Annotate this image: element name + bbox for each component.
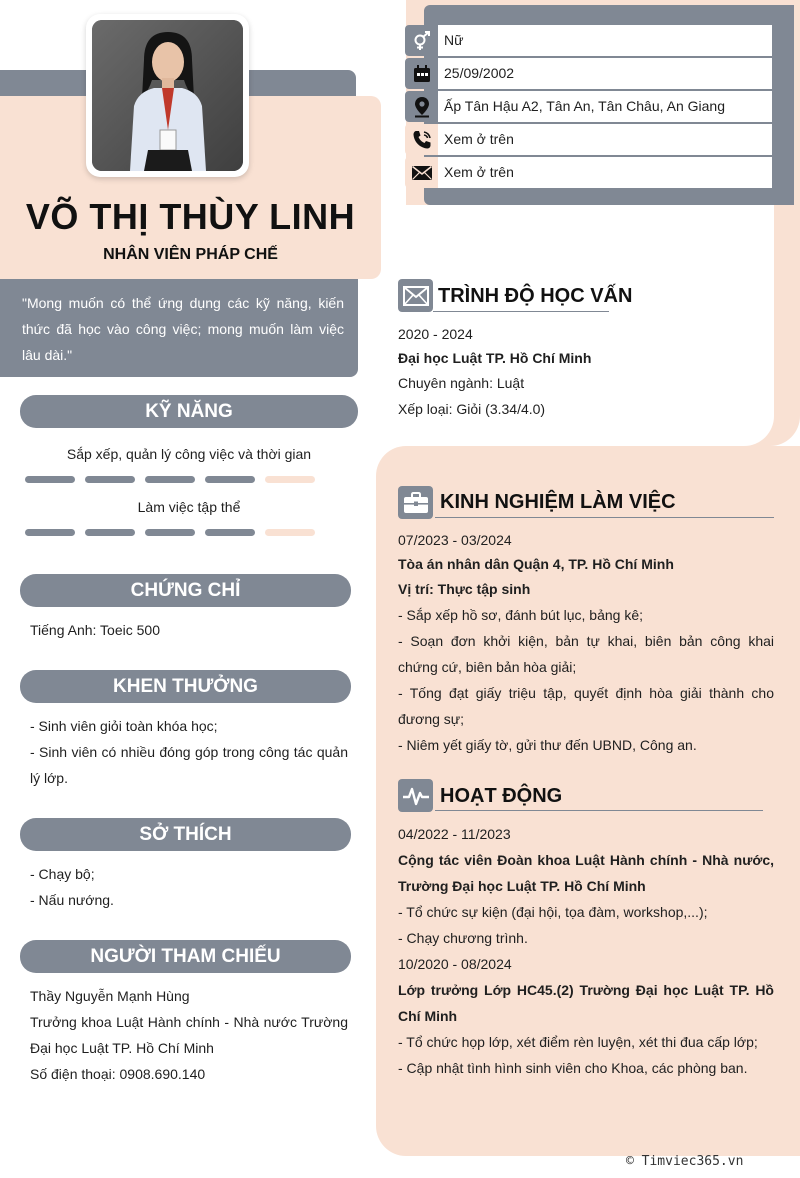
divider [433,311,609,312]
skill-dot [25,476,75,483]
contact-phone [405,124,772,155]
experience-task: - Tống đạt giấy triệu tập, quyết định hòa giải thành cho đương sự; [398,685,774,727]
gender-value: Nữ [438,25,772,56]
education-major: Chuyên ngành: Luật [398,375,525,391]
full-name: VÕ THỊ THÙY LINH [25,196,356,237]
avatar [92,20,243,171]
activity-item: - Chạy chương trình. [398,930,528,946]
mail-icon [405,157,438,188]
education-period: 2020 - 2024 [398,326,473,342]
phone-value: Xem ở trên [438,124,772,155]
activity-period: 10/2020 - 08/2024 [398,956,512,972]
contact-address [405,91,772,122]
references-heading: NGƯỜI THAM CHIẾU [20,940,351,973]
skill-name: Sắp xếp, quản lý công việc và thời gian [66,446,312,462]
job-title: NHÂN VIÊN PHÁP CHẾ [103,246,278,263]
skill-dot [25,529,75,536]
activity-item: - Cập nhật tình hình sinh viên cho Khoa, các phòng ban. [398,1060,748,1076]
experience-task: - Niêm yết giấy tờ, gửi thư đến UBND, Công an. [398,737,697,753]
gender-icon [405,25,438,56]
skill-dot [85,476,135,483]
activity-item: - Tổ chức sự kiện (đại hội, tọa đàm, workshop,...); [398,904,708,920]
phone-icon [405,124,438,155]
education-heading: TRÌNH ĐỘ HỌC VẤN [438,285,633,307]
hobby-item: - Nấu nướng. [30,892,114,908]
skill-dot-empty [265,476,315,483]
contact-email [405,157,772,188]
skill-dot [205,476,255,483]
mail-icon [398,279,433,312]
reference-phone: Số điện thoại: 0908.690.140 [30,1066,206,1082]
divider [435,517,774,518]
hobby-item: - Chạy bộ; [30,866,95,882]
experience-task: - Soạn đơn khởi kiện, bản tự khai, biên bản công khai chứng cứ, biên bản hòa giải; [398,633,774,675]
activity-title: Cộng tác viên Đoàn khoa Luật Hành chính - Nhà nước, Trường Đại học Luật TP. Hồ Chí Minh [398,852,774,894]
experience-period: 07/2023 - 03/2024 [398,532,512,548]
award-item: - Sinh viên có nhiều đóng góp trong công tác quản lý lớp. [30,744,348,786]
skill-dot [145,476,195,483]
birthday-value: 25/09/2002 [438,58,772,89]
activity-title: Lớp trưởng Lớp HC45.(2) Trường Đại học Luật TP. Hồ Chí Minh [398,982,774,1024]
experience-role: Vị trí: Thực tập sinh [398,581,531,597]
calendar-icon [405,58,438,89]
location-icon [405,91,438,122]
education-school: Đại học Luật TP. Hồ Chí Minh [398,350,592,366]
divider [435,810,763,811]
certificate-item: Tiếng Anh: Toeic 500 [30,622,160,638]
education-grade: Xếp loại: Giỏi (3.34/4.0) [398,401,546,417]
pulse-icon [398,779,433,812]
skill-dot [205,529,255,536]
skill-rating [25,476,315,483]
activities-heading: HOẠT ĐỘNG [440,785,563,807]
skills-heading: KỸ NĂNG [20,395,358,428]
email-value: Xem ở trên [438,157,772,188]
skill-name: Làm việc tập thể [137,499,241,515]
contact-gender [405,25,772,56]
briefcase-icon [398,486,433,519]
career-objective: "Mong muốn có thể ứng dụng các kỹ năng, kiến thức đã học vào công việc; mong muốn làm việc lâu dài." [22,295,344,363]
skill-dot-empty [265,529,315,536]
activity-item: - Tổ chức họp lớp, xét điểm rèn luyện, xét thi đua cấp lớp; [398,1034,758,1050]
footer-credit: © Timviec365.vn [626,1154,744,1169]
hobbies-heading: SỞ THÍCH [20,818,351,851]
address-value: Ấp Tân Hậu A2, Tân An, Tân Châu, An Giang [438,91,772,122]
experience-heading: KINH NGHIỆM LÀM VIỆC [440,491,676,513]
skill-rating [25,529,315,536]
reference-name: Thầy Nguyễn Mạnh Hùng [30,988,190,1004]
contact-birthday [405,58,772,89]
skill-dot [85,529,135,536]
avatar-frame [86,14,249,177]
experience-task: - Sắp xếp hồ sơ, đánh bút lục, bảng kê; [398,607,644,623]
award-item: - Sinh viên giỏi toàn khóa học; [30,718,218,734]
certificates-heading: CHỨNG CHỈ [20,574,351,607]
reference-position: Trưởng khoa Luật Hành chính - Nhà nước Trường Đại học Luật TP. Hồ Chí Minh [30,1014,348,1056]
experience-company: Tòa án nhân dân Quận 4, TP. Hồ Chí Minh [398,556,674,572]
activity-period: 04/2022 - 11/2023 [398,826,511,842]
skill-dot [145,529,195,536]
awards-heading: KHEN THƯỞNG [20,670,351,703]
